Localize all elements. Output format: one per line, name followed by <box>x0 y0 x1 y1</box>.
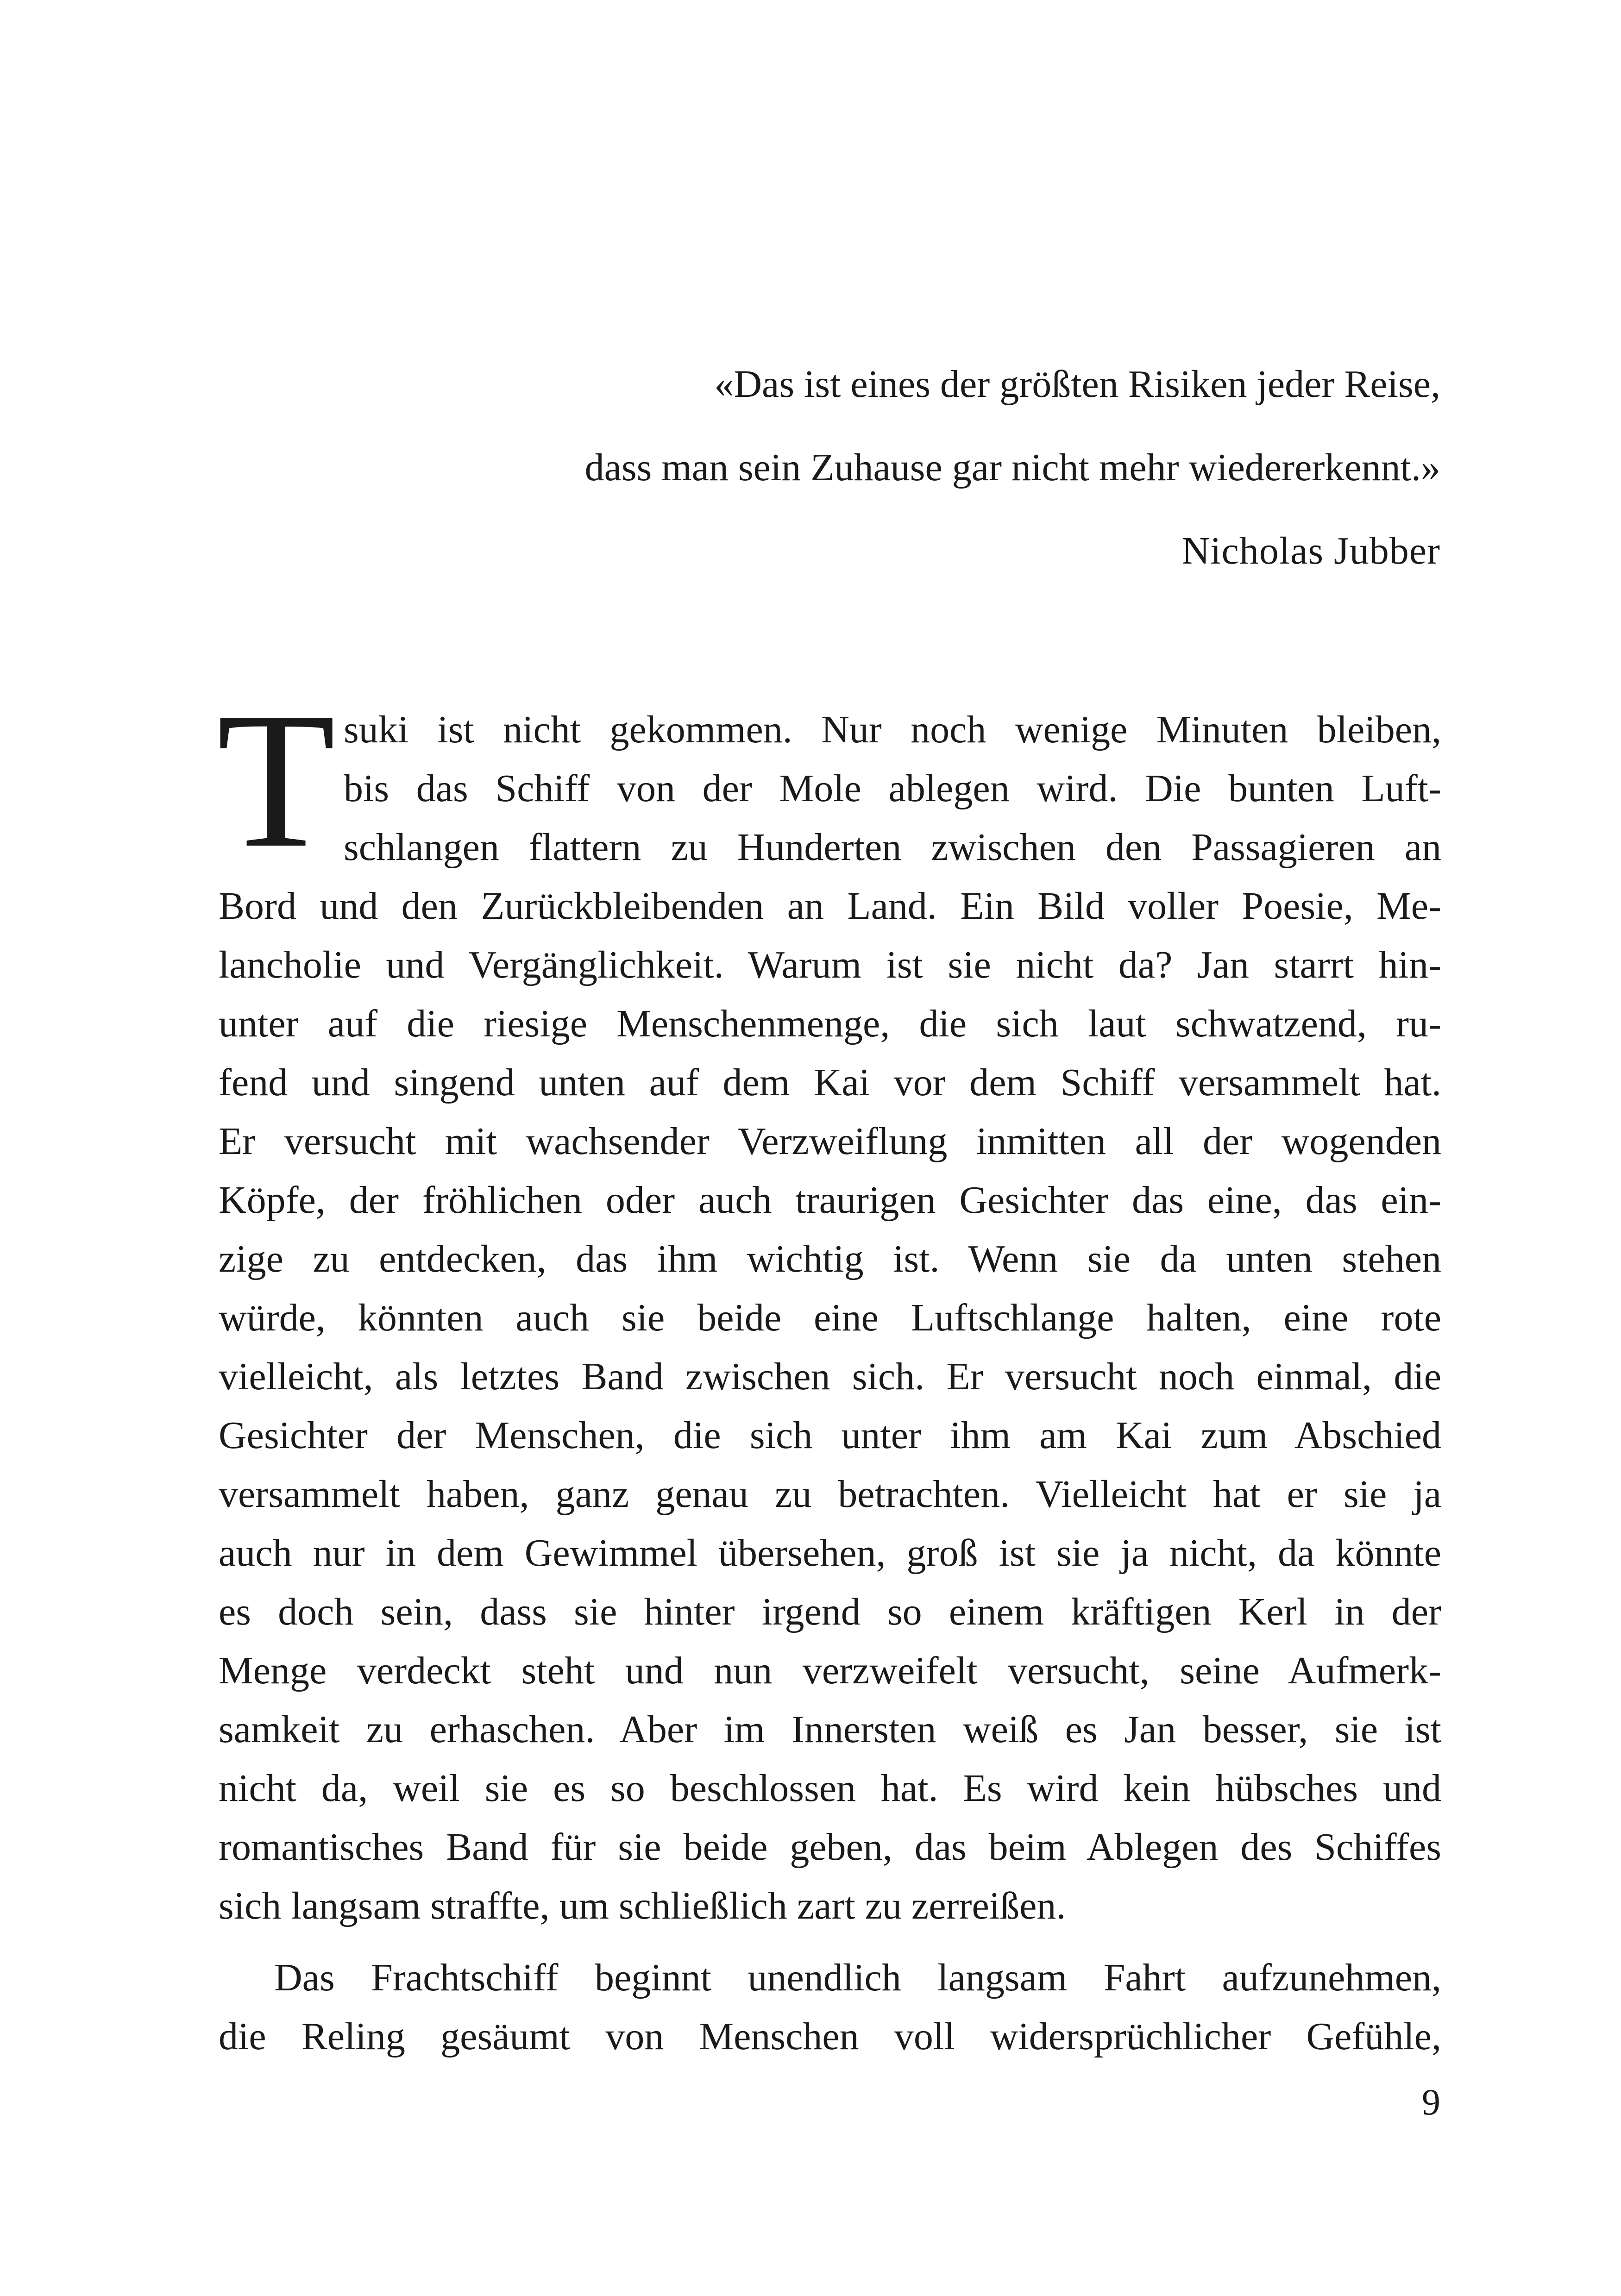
paragraph-2 <box>219 1948 1441 2066</box>
text-line: sich langsam straffte, um schließlich zart zu zerreißen. <box>219 1884 1066 1927</box>
text-line: zige zu entdecken, das ihm wichtig ist. Wenn sie da unten stehen <box>219 1237 1441 1280</box>
body-text <box>219 700 1441 2066</box>
text-line: Er versucht mit wachsender Verzweiflung inmitten all der wogenden <box>219 1120 1441 1163</box>
text-line: romantisches Band für sie beide geben, das beim Ablegen des Schiffes <box>219 1826 1441 1869</box>
paragraph-1-indented <box>219 700 1441 877</box>
drop-cap: T <box>217 672 336 888</box>
text-line: versammelt haben, ganz genau zu betrachten. Vielleicht hat er sie ja <box>219 1473 1441 1516</box>
text-line: fend und singend unten auf dem Kai vor dem Schiff versammelt hat. <box>219 1061 1441 1104</box>
epigraph <box>585 343 1440 593</box>
text-line: Köpfe, der fröhlichen oder auch traurigen Gesichter das eine, das ein- <box>219 1179 1441 1222</box>
text-line: Bord und den Zurückbleibenden an Land. Ein Bild voller Poesie, Me- <box>219 885 1441 928</box>
page-number: 9 <box>1422 2082 1440 2123</box>
epigraph-line: dass man sein Zuhause gar nicht mehr wiedererkennt.» <box>584 446 1440 489</box>
text-line: samkeit zu erhaschen. Aber im Innersten weiß es Jan besser, sie ist <box>219 1708 1441 1751</box>
text-line: es doch sein, dass sie hinter irgend so einem kräftigen Kerl in der <box>219 1590 1441 1633</box>
text-line: auch nur in dem Gewimmel übersehen, groß ist sie ja nicht, da könnte <box>219 1531 1441 1575</box>
epigraph-author: Nicholas Jubber <box>1181 529 1440 572</box>
text-line: lancholie und Vergänglichkeit. Warum ist sie nicht da? Jan starrt hin- <box>219 943 1441 986</box>
text-line: Das Frachtschiff beginnt unendlich langsam Fahrt aufzunehmen, <box>274 1956 1441 1999</box>
text-line: nicht da, weil sie es so beschlossen hat. Es wird kein hübsches und <box>219 1767 1441 1810</box>
text-line: schlangen flattern zu Hunderten zwischen den Passagieren an <box>344 826 1441 869</box>
epigraph-line: «Das ist eines der größten Risiken jeder Reise, <box>714 363 1440 406</box>
text-line: würde, könnten auch sie beide eine Luftschlange halten, eine rote <box>219 1296 1441 1339</box>
text-line: suki ist nicht gekommen. Nur noch wenige Minuten bleiben, <box>344 708 1441 751</box>
text-line: Gesichter der Menschen, die sich unter ihm am Kai zum Abschied <box>219 1414 1441 1457</box>
text-line: unter auf die riesige Menschenmenge, die sich laut schwatzend, ru- <box>219 1002 1441 1045</box>
text-line: vielleicht, als letztes Band zwischen sich. Er versucht noch einmal, die <box>219 1355 1441 1398</box>
text-line: bis das Schiff von der Mole ablegen wird. Die bunten Luft- <box>344 767 1441 810</box>
text-line: die Reling gesäumt von Menschen voll widersprüchlicher Gefühle, <box>219 2015 1441 2058</box>
text-line: Menge verdeckt steht und nun verzweifelt versucht, seine Aufmerk- <box>219 1649 1441 1692</box>
